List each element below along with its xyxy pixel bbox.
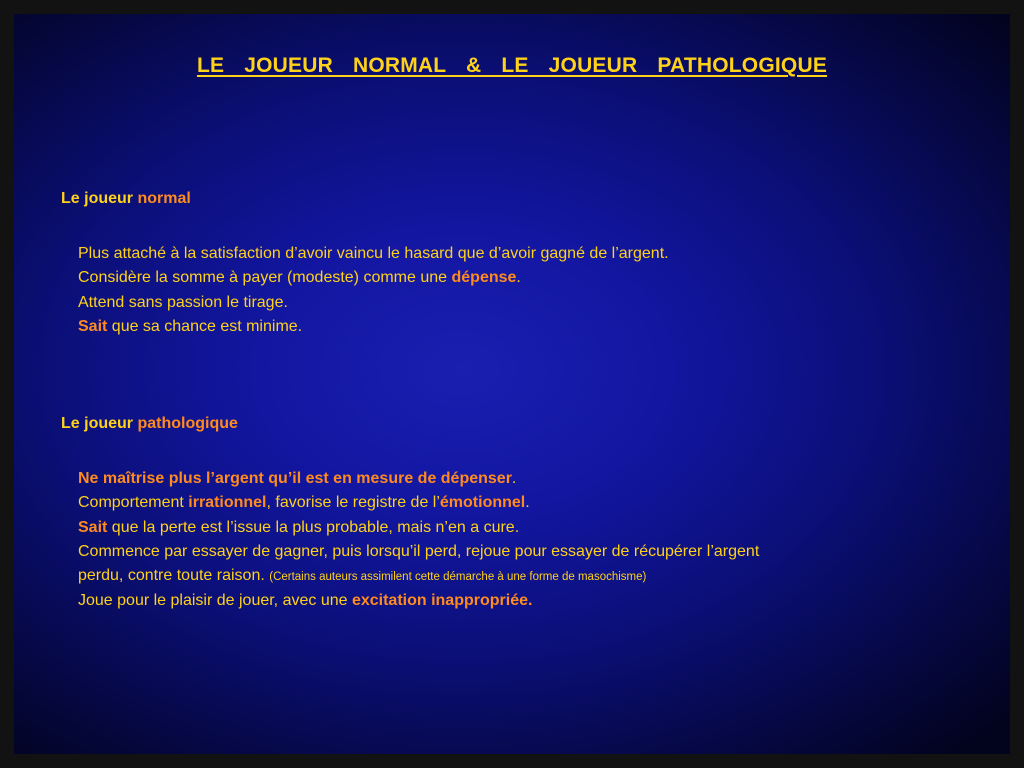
patho-line-2-text-b: , favorise le registre de l’ <box>266 494 440 512</box>
patho-line-2-emphasis-2: émotionnel <box>439 494 526 512</box>
patho-line-6-period: . <box>528 592 533 610</box>
patho-line-5-text: perdu, contre toute raison. <box>78 567 270 585</box>
patho-line-3-emphasis: Sait <box>78 518 108 536</box>
heading-normal-accent: normal <box>137 190 191 207</box>
patho-line-2-text-c: . <box>525 494 530 512</box>
patho-line-5 <box>78 564 958 589</box>
slide-title: LE JOUEUR NORMAL & LE JOUEUR PATHOLOGIQUE <box>196 54 828 77</box>
patho-line-2-text-a: Comportement <box>78 494 189 512</box>
patho-line-6-emphasis: excitation inappropriée <box>351 592 528 610</box>
normal-line-3-text: Attend sans passion le tirage. <box>78 293 288 311</box>
normal-line-2-text-b: . <box>516 269 521 287</box>
heading-patho-accent: pathologique <box>137 415 238 432</box>
normal-line-4-emphasis: Sait <box>78 317 108 335</box>
patho-line-6-text-a: Joue pour le plaisir de jouer, avec une <box>78 592 352 610</box>
patho-line-6 <box>78 589 958 613</box>
patho-line-1-emphasis: Ne maîtrise plus l’argent qu’il est en mesure de dépenser <box>78 470 512 487</box>
patho-line-4-text: Commence par essayer de gagner, puis lorsqu’il perd, rejoue pour essayer de récupérer l’argent <box>78 542 760 560</box>
patho-line-2 <box>78 491 958 515</box>
patho-line-1-text: . <box>511 470 517 487</box>
normal-line-3 <box>78 291 958 315</box>
normal-line-2-text-a: Considère la somme à payer (modeste) comme une <box>78 269 452 287</box>
pathologique-description <box>78 467 958 614</box>
heading-normal-prefix: Le joueur <box>61 190 138 207</box>
normal-description <box>78 242 958 339</box>
patho-line-5-note: (Certains auteurs assimilent cette démarche à une forme de masochisme) <box>269 571 647 584</box>
patho-line-4 <box>78 540 958 564</box>
heading-joueur-pathologique <box>61 415 238 433</box>
patho-line-1 <box>78 467 958 491</box>
patho-line-2-emphasis-1: irrationnel <box>188 494 267 512</box>
normal-line-4-text: que sa chance est minime. <box>107 317 303 335</box>
patho-line-3 <box>78 516 958 540</box>
normal-line-1-text: Plus attaché à la satisfaction d’avoir vaincu le hasard que d’avoir gagné de l’argent. <box>78 245 669 262</box>
slide <box>14 14 1010 754</box>
normal-line-2 <box>78 266 958 290</box>
heading-patho-prefix: Le joueur <box>61 415 138 432</box>
normal-line-2-emphasis: dépense <box>451 269 517 287</box>
normal-line-1 <box>78 242 958 266</box>
patho-line-3-text: que la perte est l’issue la plus probable, mais n’en a cure. <box>107 518 520 536</box>
normal-line-4 <box>78 315 958 339</box>
heading-joueur-normal <box>61 190 191 208</box>
